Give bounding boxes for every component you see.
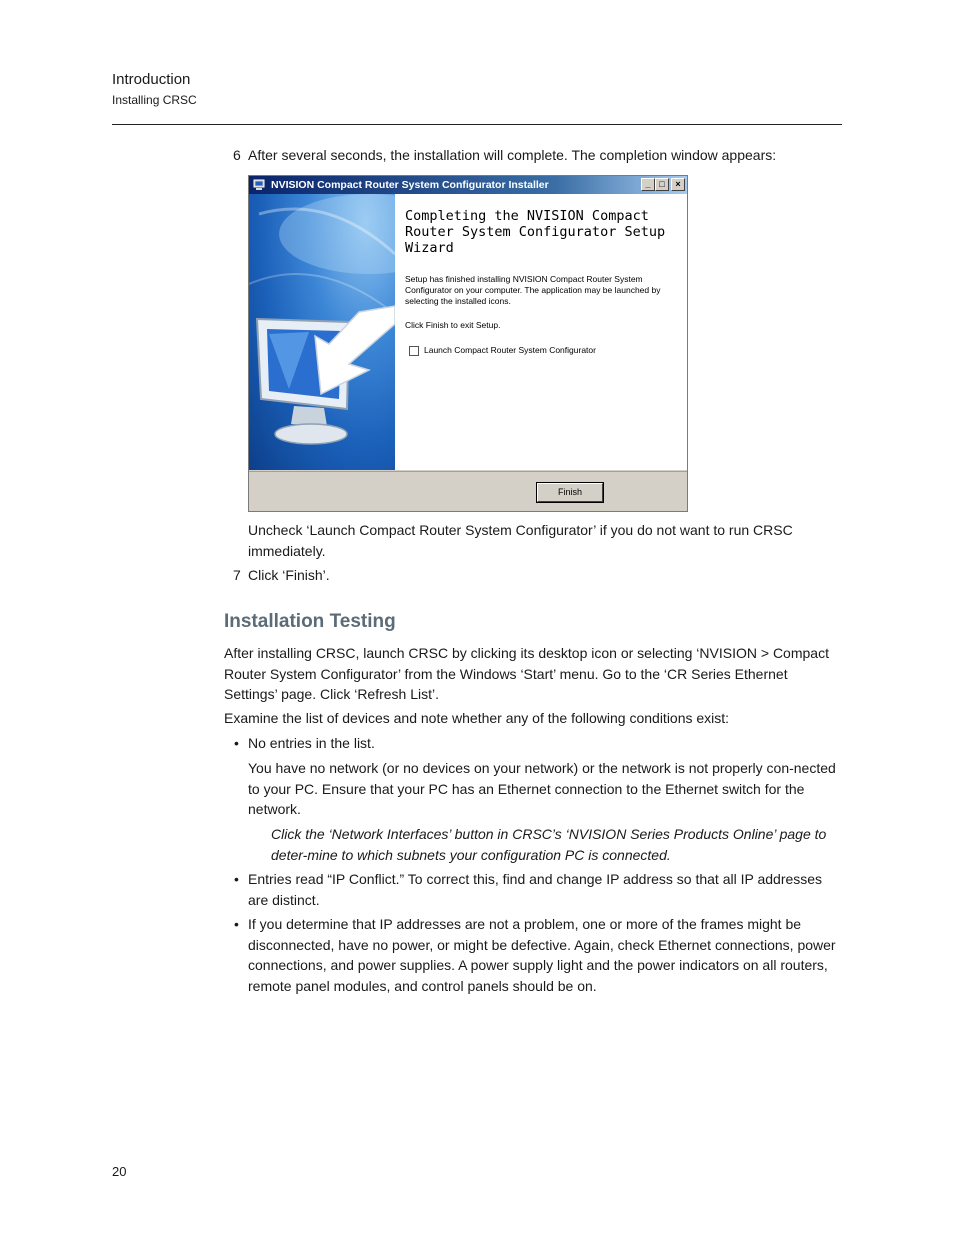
step-6	[0, 145, 954, 165]
bullet-marker: •	[234, 871, 239, 887]
wizard-body-text: Setup has finished installing NVISION Compact Router System Configurator on your computer. The application may be launched by selecting the installed icons.	[405, 274, 661, 306]
bullet-item-1: No entries in the list.	[248, 735, 375, 751]
installer-window	[248, 175, 688, 512]
window-titlebar	[249, 176, 687, 194]
page-number: 20	[112, 1164, 127, 1179]
bullet-item-3: If you determine that IP addresses are not a problem, one or more of the frames might be disconnected, have no power, or might be defective. Again, check Ethernet connections, power connections, and power supplies. A power supply light and the power indicators on all routers, remote panel modules, and control panels should be on.	[248, 916, 836, 994]
step-number: 7	[233, 567, 241, 583]
wizard-heading: Completing the NVISION Compact Router System Configurator Setup Wizard	[405, 208, 666, 256]
step-text: After several seconds, the installation will complete. The completion window appears:	[248, 147, 777, 163]
section-heading: Installation Testing	[224, 611, 396, 632]
launch-checkbox-label: Launch Compact Router System Configurator	[424, 345, 596, 355]
close-button[interactable]: ×	[671, 178, 685, 191]
wizard-button-bar	[249, 471, 687, 513]
section-subtitle: Installing CRSC	[112, 93, 197, 107]
bullet-1-note: Click the ‘Network Interfaces’ button in CRSC’s ‘NVISION Series Products Online’ page to deter-mine to which subnets your configuration PC is connected.	[271, 826, 827, 863]
wizard-client-area	[249, 194, 687, 470]
bullet-marker: •	[234, 735, 239, 751]
step-text: Click ‘Finish’.	[248, 567, 330, 583]
header-divider	[112, 124, 842, 125]
bullet-marker: •	[234, 916, 239, 932]
finish-button[interactable]: Finish	[537, 483, 603, 502]
bullet-item-2: Entries read “IP Conflict.” To correct this, find and change IP address so that all IP addresses are distinct.	[248, 871, 823, 908]
installer-app-icon	[253, 179, 265, 191]
section-paragraph-2: Examine the list of devices and note whether any of the following conditions exist:	[224, 710, 730, 726]
window-title: NVISION Compact Router System Configurator Installer	[271, 179, 549, 191]
wizard-banner-image	[249, 194, 395, 470]
chapter-title: Introduction	[112, 71, 191, 88]
launch-checkbox[interactable]	[409, 346, 419, 356]
minimize-button[interactable]: _	[641, 178, 655, 191]
wizard-instruction: Click Finish to exit Setup.	[405, 320, 501, 330]
bullet-1-detail: You have no network (or no devices on your network) or the network is not properly con-nected to your PC. Ensure that your PC has an Ethernet connection to the Ethernet switch for the network.	[248, 760, 836, 817]
step-7	[0, 565, 954, 585]
section-paragraph-1: After installing CRSC, launch CRSC by clicking its desktop icon or selecting ‘NVISION > Compact Router System Configurator’ from the Windows ‘Start’ menu. Go to the ‘CR Series Ethernet Settings’ page. Click ‘Refresh List’.	[224, 645, 829, 702]
uncheck-note: Uncheck ‘Launch Compact Router System Configurator’ if you do not want to run CRSC immediately.	[248, 522, 793, 559]
step-number: 6	[233, 147, 241, 163]
monitor-illustration-icon	[249, 194, 395, 470]
maximize-button[interactable]: □	[655, 178, 669, 191]
